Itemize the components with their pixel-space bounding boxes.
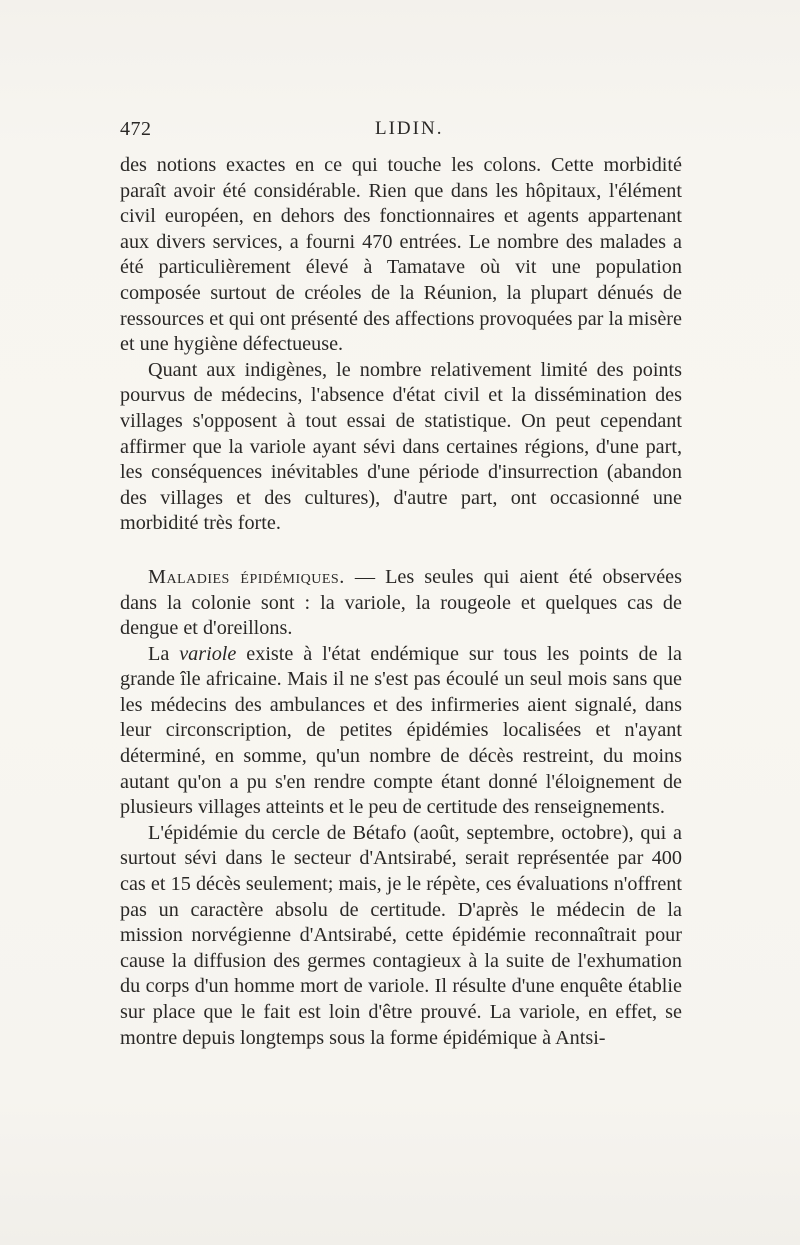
section-gap	[120, 537, 682, 565]
page-header	[120, 118, 680, 142]
body-text	[120, 153, 682, 1051]
running-head: LIDIN.	[375, 118, 444, 139]
paragraph-maladies-text: — Les seules qui aient été observées dans la colonie sont : la variole, la rougeole et quelques cas de dengue et d'oreillons.	[120, 565, 683, 640]
paragraph-betafo: L'épidémie du cercle de Bétafo (août, septembre, octobre), qui a surtout sévi dans le secteur d'Antsirabé, serait représentée par 400 cas et 15 décès seulement; mais, je le répète, ces évaluations n'offrent pas un caractère absolu de certitude. D'après le médecin de la mission norvégienne d'Antsirabé, cette épidémie reconnaîtrait pour cause la diffusion des germes contagieux à la suite de l'exhumation du corps d'un homme mort de variole. Il résulte d'une enquête établie sur place que le fait est loin d'être prouvé. La variole, en effet, se montre depuis longtemps sous la forme épidémique à Antsi-	[120, 821, 682, 1049]
paragraph-variole-italic: variole	[179, 642, 237, 665]
paragraph-variole-text: existe à l'état endémique sur tous les points de la grande île africaine. Mais il ne s'est pas écoulé un seul mois sans que les médecins des ambulances et des infirmeries aient signalé, dans leur circonscription, de petites épidémies localisées et n'ayant déterminé, en somme, qu'un nombre de décès restreint, du moins autant qu'on a pu s'en rendre compte étant donné l'éloignement de plusieurs villages atteints et le peu de certitude des renseignements.	[120, 642, 682, 819]
paragraph-maladies-epidemiques	[120, 565, 682, 642]
paragraph-colons: des notions exactes en ce qui touche les colons. Cette morbidité paraît avoir été considérable. Rien que dans les hôpitaux, l'élément civil européen, en dehors des fonctionnaires et agents appartenant aux divers services, a fourni 470 entrées. Le nombre des malades a été particulièrement élevé à Tamatave où vit une population composée surtout de créoles de la Réunion, la plupart dénués de ressources et qui ont présenté des affections provoquées par la misère et une hygiène défectueuse.	[120, 154, 682, 356]
section-heading: Maladies épidémiques.	[148, 565, 345, 588]
paragraph-indigenes: Quant aux indigènes, le nombre relativement limité des points pourvus de médecins, l'absence d'état civil et la dissémination des villages s'opposent à tout essai de statistique. On peut cependant affirmer que la variole ayant sévi dans certaines régions, d'une part, les conséquences inévitables d'une période d'insurrection (abandon des villages et des cultures), d'autre part, ont occasionné une morbidité très forte.	[120, 358, 682, 535]
page-number: 472	[120, 118, 152, 140]
paragraph-variole-start: La	[148, 642, 180, 665]
paragraph-variole	[120, 642, 682, 821]
